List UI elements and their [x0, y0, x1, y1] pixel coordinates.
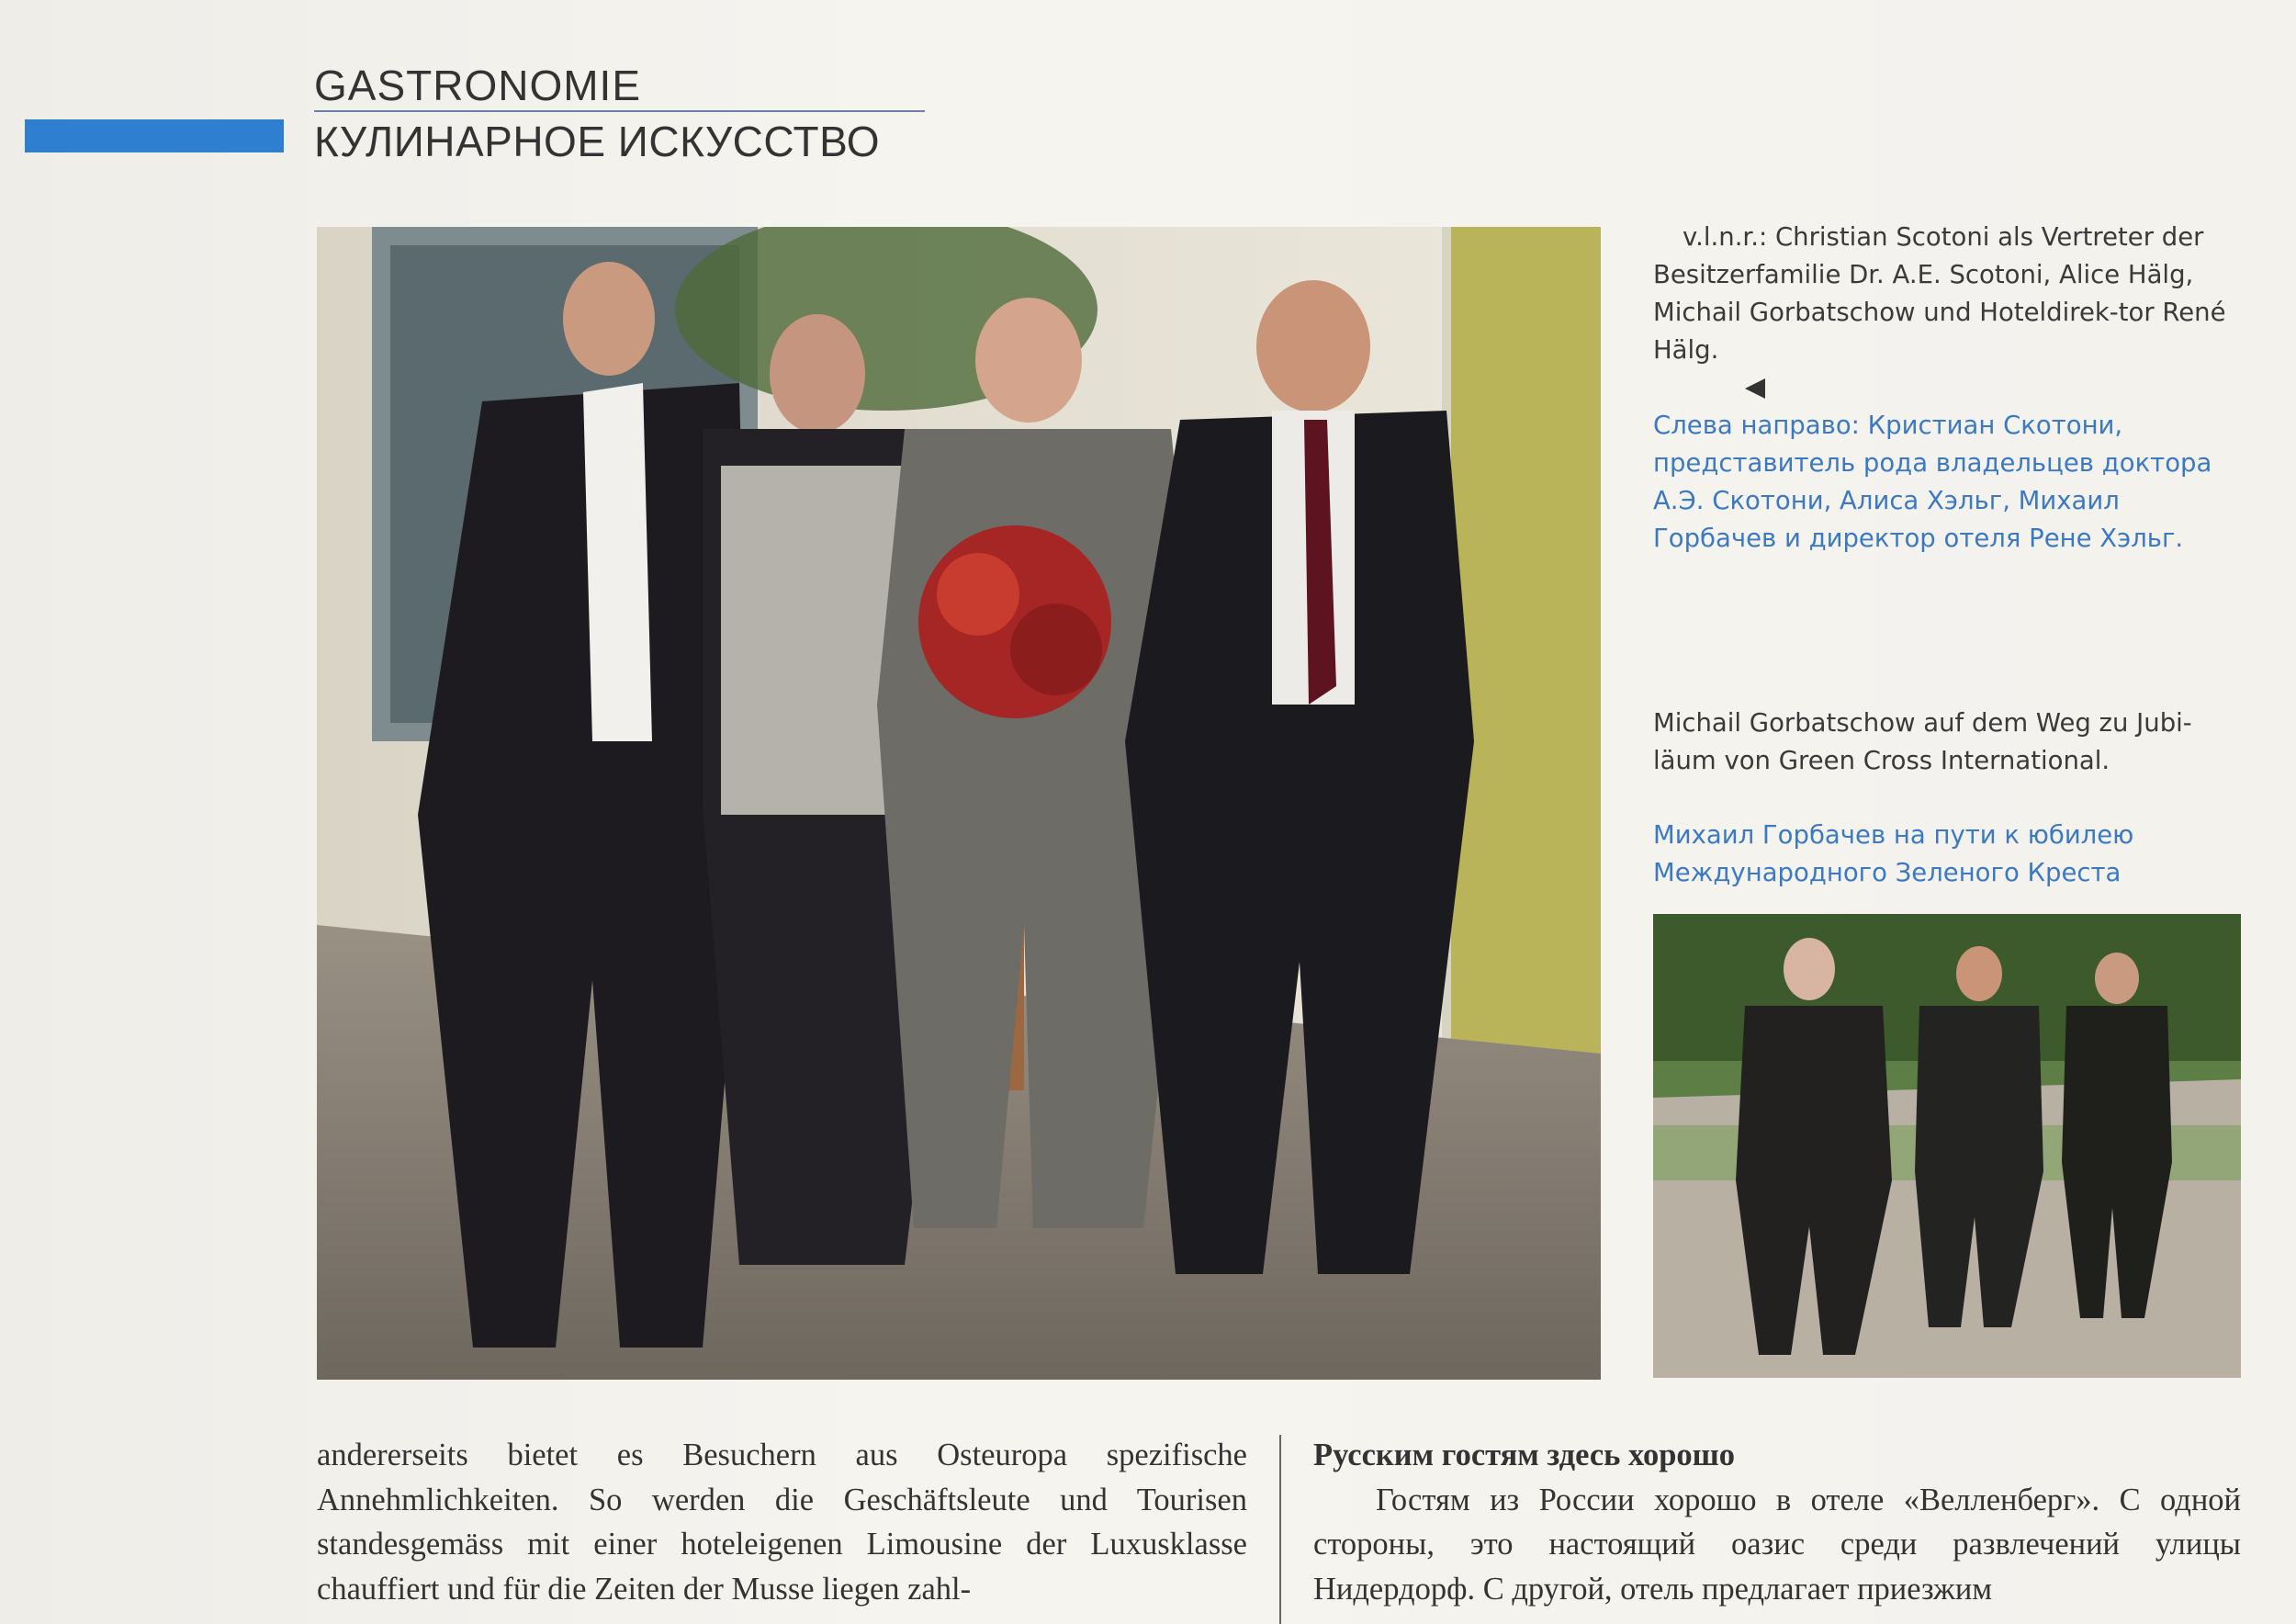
body-heading-ru: Русским гостям здесь хорошо	[1313, 1438, 1736, 1472]
body-text-de	[317, 1433, 1247, 1611]
column-divider	[1279, 1435, 1281, 1624]
arrow-left-icon	[1745, 378, 1765, 399]
section-title-de: GASTRONOMIE	[314, 62, 642, 109]
walking-photo-illustration	[1653, 914, 2241, 1378]
body-text-ru-paragraph: Гостям из России хорошо в отеле «Велленберг». С одной стороны, это настоящий оазис среди развлечений улицы Нидердорф. С другой, отель предлагает приезжим	[1313, 1482, 2241, 1607]
section-accent-bar	[25, 119, 284, 152]
group-photo-illustration	[317, 227, 1601, 1380]
section-title-ru: КУЛИНАРНОЕ ИСКУССТВО	[314, 118, 881, 165]
caption-group-de: v.l.n.r.: Christian Scotoni als Vertreter der Besitzerfamilie Dr. A.E. Scotoni, Alice Hälg, Michail Gorbatschow und Hoteldirek-tor René Hälg.	[1653, 222, 2226, 365]
header-divider	[314, 110, 925, 112]
caption-group-ru: Слева направо: Кристиан Скотони, представитель рода владельцев доктора А.Э. Скотони, Алиса Хэльг, Михаил Горбачев и директор отеля Рене Хэльг.	[1653, 411, 2212, 553]
body-text-ru	[1313, 1433, 2241, 1611]
caption-walking-ru: Михаил Горбачев на пути к юбилею Международного Зеленого Креста	[1653, 820, 2134, 887]
caption-walking-de: Michail Gorbatschow auf dem Weg zu Jubi-läum von Green Cross International.	[1653, 708, 2192, 775]
body-text-de-paragraph: andererseits bietet es Besuchern aus Osteuropa spezifische Annehmlichkeiten. So werden die Geschäftsleute und Tourisen standesgemäss mit einer hoteleigenen Limousine der Luxusklasse chauffiert und für die Zeiten der Musse liegen zahl-	[317, 1438, 1247, 1607]
group-photo	[317, 227, 1601, 1380]
walking-photo	[1653, 914, 2241, 1378]
